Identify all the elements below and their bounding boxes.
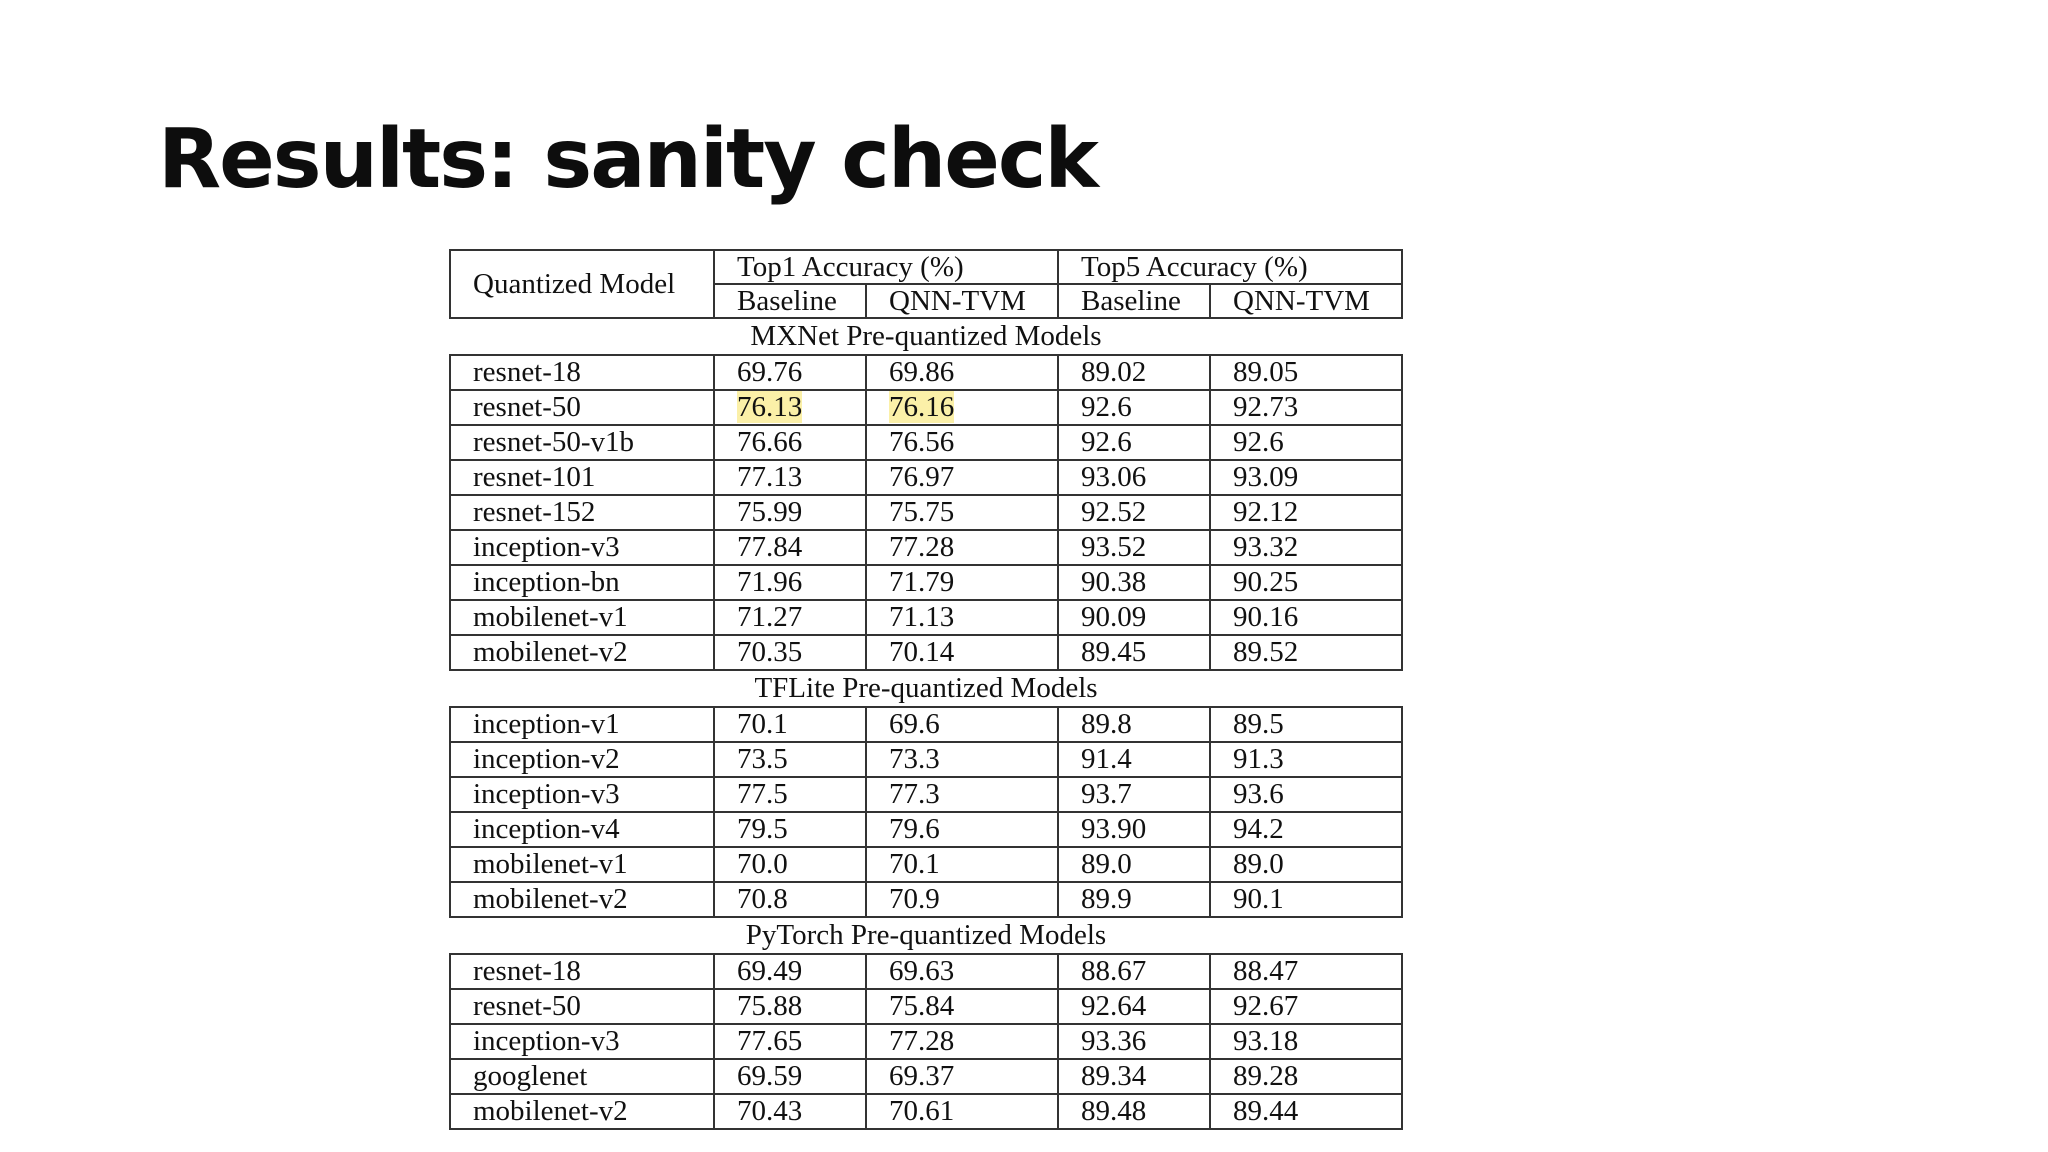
model-cell: inception-v3	[450, 530, 714, 565]
table-row	[450, 882, 1402, 917]
highlighted-value: 76.16	[889, 391, 955, 423]
model-cell: inception-bn	[450, 565, 714, 600]
top5-qnn-tvm-cell: 89.44	[1210, 1094, 1402, 1129]
top5-qnn-tvm-cell: 92.67	[1210, 989, 1402, 1024]
top5-qnn-tvm-cell: 94.2	[1210, 812, 1402, 847]
model-cell: mobilenet-v2	[450, 635, 714, 670]
model-cell: mobilenet-v2	[450, 1094, 714, 1129]
header-top5-accuracy: Top5 Accuracy (%)	[1058, 250, 1402, 284]
top1-baseline-cell: 75.99	[714, 495, 866, 530]
top5-baseline-cell: 92.6	[1058, 390, 1210, 425]
top1-baseline-cell: 75.88	[714, 989, 866, 1024]
table-row	[450, 530, 1402, 565]
table-row	[450, 954, 1402, 989]
model-cell: googlenet	[450, 1059, 714, 1094]
table-row	[450, 1094, 1402, 1129]
top5-baseline-cell: 89.8	[1058, 707, 1210, 742]
table-row	[450, 742, 1402, 777]
group-title-row	[450, 670, 1402, 707]
top1-baseline-cell: 70.0	[714, 847, 866, 882]
top5-baseline-cell: 93.52	[1058, 530, 1210, 565]
table-row	[450, 460, 1402, 495]
top1-qnn-tvm-cell: 71.13	[866, 600, 1058, 635]
table-row	[450, 707, 1402, 742]
top1-qnn-tvm-cell	[866, 390, 1058, 425]
top5-baseline-cell: 92.52	[1058, 495, 1210, 530]
top1-baseline-cell	[714, 390, 866, 425]
group-title: MXNet Pre-quantized Models	[750, 320, 1102, 352]
top5-qnn-tvm-cell: 88.47	[1210, 954, 1402, 989]
top5-qnn-tvm-cell: 92.73	[1210, 390, 1402, 425]
table-row	[450, 777, 1402, 812]
top5-baseline-cell: 92.6	[1058, 425, 1210, 460]
top5-qnn-tvm-cell: 93.32	[1210, 530, 1402, 565]
top1-qnn-tvm-cell: 70.9	[866, 882, 1058, 917]
top5-baseline-cell: 89.34	[1058, 1059, 1210, 1094]
group-title-row	[450, 917, 1402, 954]
top5-qnn-tvm-cell: 93.09	[1210, 460, 1402, 495]
top1-qnn-tvm-cell: 75.75	[866, 495, 1058, 530]
top5-qnn-tvm-cell: 92.12	[1210, 495, 1402, 530]
top1-qnn-tvm-cell: 79.6	[866, 812, 1058, 847]
top5-qnn-tvm-cell: 89.05	[1210, 355, 1402, 390]
table-row	[450, 600, 1402, 635]
model-cell: inception-v1	[450, 707, 714, 742]
results-table-container	[449, 249, 1401, 1130]
header-top1-baseline: Baseline	[714, 284, 866, 318]
top5-baseline-cell: 93.7	[1058, 777, 1210, 812]
top5-baseline-cell: 89.0	[1058, 847, 1210, 882]
top1-baseline-cell: 79.5	[714, 812, 866, 847]
table-row	[450, 565, 1402, 600]
top1-baseline-cell: 70.43	[714, 1094, 866, 1129]
top1-baseline-cell: 71.27	[714, 600, 866, 635]
results-table	[449, 249, 1403, 1130]
top1-baseline-cell: 69.76	[714, 355, 866, 390]
top5-baseline-cell: 88.67	[1058, 954, 1210, 989]
top5-qnn-tvm-cell: 92.6	[1210, 425, 1402, 460]
top5-baseline-cell: 92.64	[1058, 989, 1210, 1024]
top1-baseline-cell: 70.8	[714, 882, 866, 917]
top5-qnn-tvm-cell: 89.52	[1210, 635, 1402, 670]
group-title-row	[450, 318, 1402, 355]
highlighted-value: 76.13	[737, 391, 803, 423]
table-row	[450, 1024, 1402, 1059]
model-cell: inception-v2	[450, 742, 714, 777]
top5-baseline-cell: 91.4	[1058, 742, 1210, 777]
top5-baseline-cell: 90.38	[1058, 565, 1210, 600]
header-top5-qnn-tvm: QNN-TVM	[1210, 284, 1402, 318]
model-cell: mobilenet-v1	[450, 847, 714, 882]
header-quantized-model: Quantized Model	[450, 250, 714, 318]
top5-qnn-tvm-cell: 89.28	[1210, 1059, 1402, 1094]
top1-qnn-tvm-cell: 76.97	[866, 460, 1058, 495]
top5-baseline-cell: 89.48	[1058, 1094, 1210, 1129]
top1-qnn-tvm-cell: 75.84	[866, 989, 1058, 1024]
top5-baseline-cell: 93.90	[1058, 812, 1210, 847]
top1-qnn-tvm-cell: 69.6	[866, 707, 1058, 742]
top1-baseline-cell: 77.5	[714, 777, 866, 812]
model-cell: resnet-101	[450, 460, 714, 495]
top1-baseline-cell: 73.5	[714, 742, 866, 777]
top5-qnn-tvm-cell: 90.25	[1210, 565, 1402, 600]
model-cell: resnet-152	[450, 495, 714, 530]
top5-qnn-tvm-cell: 89.0	[1210, 847, 1402, 882]
top1-qnn-tvm-cell: 77.28	[866, 1024, 1058, 1059]
model-cell: resnet-50-v1b	[450, 425, 714, 460]
model-cell: mobilenet-v2	[450, 882, 714, 917]
header-top1-accuracy: Top1 Accuracy (%)	[714, 250, 1058, 284]
top1-baseline-cell: 71.96	[714, 565, 866, 600]
model-cell: inception-v4	[450, 812, 714, 847]
group-title: PyTorch Pre-quantized Models	[745, 919, 1107, 951]
table-row	[450, 812, 1402, 847]
top1-qnn-tvm-cell: 70.1	[866, 847, 1058, 882]
top1-baseline-cell: 69.49	[714, 954, 866, 989]
top1-baseline-cell: 70.35	[714, 635, 866, 670]
top1-qnn-tvm-cell: 71.79	[866, 565, 1058, 600]
top1-qnn-tvm-cell: 69.86	[866, 355, 1058, 390]
top5-baseline-cell: 93.36	[1058, 1024, 1210, 1059]
top5-qnn-tvm-cell: 90.16	[1210, 600, 1402, 635]
table-row	[450, 355, 1402, 390]
top1-qnn-tvm-cell: 76.56	[866, 425, 1058, 460]
top1-qnn-tvm-cell: 77.28	[866, 530, 1058, 565]
top1-baseline-cell: 70.1	[714, 707, 866, 742]
top5-qnn-tvm-cell: 93.18	[1210, 1024, 1402, 1059]
table-row	[450, 635, 1402, 670]
top5-qnn-tvm-cell: 90.1	[1210, 882, 1402, 917]
model-cell: resnet-50	[450, 390, 714, 425]
top1-baseline-cell: 69.59	[714, 1059, 866, 1094]
top5-qnn-tvm-cell: 93.6	[1210, 777, 1402, 812]
top5-qnn-tvm-cell: 91.3	[1210, 742, 1402, 777]
top1-qnn-tvm-cell: 77.3	[866, 777, 1058, 812]
model-cell: resnet-18	[450, 954, 714, 989]
model-cell: resnet-50	[450, 989, 714, 1024]
slide-title: Results: sanity check	[158, 112, 1097, 207]
top5-baseline-cell: 93.06	[1058, 460, 1210, 495]
top1-qnn-tvm-cell: 69.63	[866, 954, 1058, 989]
model-cell: mobilenet-v1	[450, 600, 714, 635]
top5-baseline-cell: 89.9	[1058, 882, 1210, 917]
table-row	[450, 425, 1402, 460]
model-cell: inception-v3	[450, 777, 714, 812]
table-row	[450, 390, 1402, 425]
top5-baseline-cell: 89.02	[1058, 355, 1210, 390]
model-cell: resnet-18	[450, 355, 714, 390]
top5-baseline-cell: 89.45	[1058, 635, 1210, 670]
top1-baseline-cell: 76.66	[714, 425, 866, 460]
top1-baseline-cell: 77.13	[714, 460, 866, 495]
header-top1-qnn-tvm: QNN-TVM	[866, 284, 1058, 318]
top5-baseline-cell: 90.09	[1058, 600, 1210, 635]
header-top5-baseline: Baseline	[1058, 284, 1210, 318]
top1-qnn-tvm-cell: 73.3	[866, 742, 1058, 777]
top1-baseline-cell: 77.84	[714, 530, 866, 565]
table-row	[450, 847, 1402, 882]
table-row	[450, 1059, 1402, 1094]
model-cell: inception-v3	[450, 1024, 714, 1059]
top1-qnn-tvm-cell: 69.37	[866, 1059, 1058, 1094]
header-row-1	[450, 250, 1402, 284]
top1-qnn-tvm-cell: 70.61	[866, 1094, 1058, 1129]
table-row	[450, 495, 1402, 530]
table-body	[450, 318, 1402, 1129]
top1-baseline-cell: 77.65	[714, 1024, 866, 1059]
top1-qnn-tvm-cell: 70.14	[866, 635, 1058, 670]
group-title: TFLite Pre-quantized Models	[754, 672, 1098, 704]
top5-qnn-tvm-cell: 89.5	[1210, 707, 1402, 742]
table-row	[450, 989, 1402, 1024]
